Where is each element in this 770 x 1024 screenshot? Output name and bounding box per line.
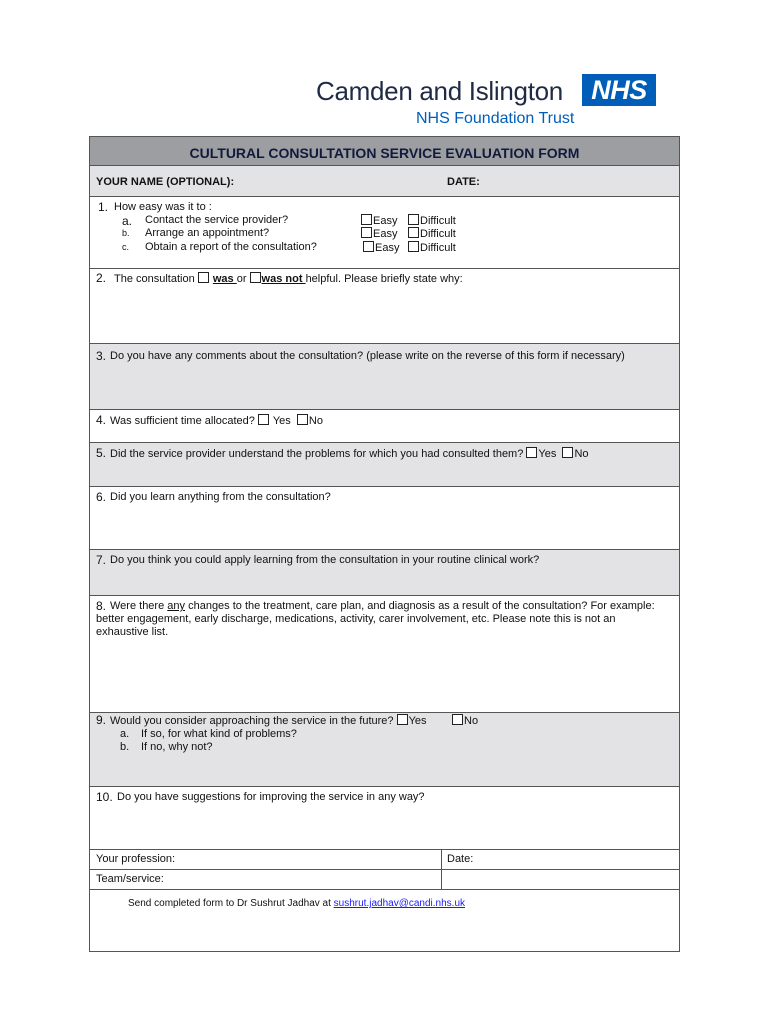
checkbox-icon [408,214,419,225]
q2-row[interactable] [90,269,679,344]
profession-label: Your profession: [96,853,176,865]
date2-field[interactable] [482,851,672,868]
q9a-text: If so, for what kind of problems? [141,728,297,740]
q9a-letter: a. [120,728,130,740]
name-field[interactable] [240,170,430,192]
q6-text: Did you learn anything from the consultation? [110,491,331,503]
checkbox-icon [361,214,372,225]
checkbox-icon [452,714,463,725]
q1b-letter: b. [122,228,130,238]
q2-or-text: or [236,273,247,285]
q1c-letter: c. [122,242,130,252]
q10-row[interactable] [90,787,679,850]
q5-row [90,443,679,487]
q1a-text: Contact the service provider? [145,214,289,226]
q4-text [110,414,323,427]
q6-number: 6. [96,490,107,504]
q9-yes-label: Yes [408,715,427,727]
checkbox-icon[interactable] [397,714,408,725]
q2-was-not-label: was not [261,273,306,285]
profession-row [90,850,679,870]
q3-number: 3. [96,349,107,363]
send-instruction: Send completed form to Dr Sushrut Jadhav at [128,898,334,909]
date2-label: Date: [447,853,474,865]
q2-pre-text: The consultation [114,273,195,285]
evaluation-form [89,136,680,952]
q8-any-text: any [167,600,186,612]
divider [441,850,442,869]
checkbox-icon[interactable] [250,272,261,283]
checkbox-icon [408,227,419,238]
checkbox-icon[interactable] [526,447,537,458]
org-name: Camden and Islington [316,76,563,106]
send-text [128,898,465,909]
name-date-row [90,166,679,197]
q1c-text: Obtain a report of the consultation? [145,241,317,253]
q3-text: Do you have any comments about the consultation? (please write on the reverse of this form if necessary) [110,350,625,362]
q9-number: 9. [96,713,107,727]
trust-name: NHS Foundation Trust [416,110,575,127]
name-label: YOUR NAME (OPTIONAL): [96,176,235,188]
q1b-text: Arrange an appointment? [145,227,270,239]
date-field[interactable] [490,170,670,192]
q1a-difficult-label: Difficult [420,215,456,227]
team-label: Team/service: [96,873,164,885]
q4-no-label: No [308,415,323,427]
checkbox-icon[interactable] [258,414,269,425]
q4-number: 4. [96,413,107,427]
checkbox-icon [361,227,372,238]
q8-line2: better engagement, early discharge, medications, activity, carer involvement, etc. Please note this is not an [96,613,616,625]
q1b-difficult-label: Difficult [420,228,456,240]
q1-row [90,197,679,269]
q5-question: Did the service provider understand the problems for which you had consulted them? [110,448,524,460]
q1a-difficult-option[interactable] [408,214,456,227]
checkbox-icon [408,241,419,252]
nhs-badge: NHS [582,74,656,106]
q8-row[interactable] [90,596,679,713]
q9-text [110,714,427,727]
q1a-easy-label: Easy [373,215,398,227]
q9-row[interactable] [90,713,679,787]
q7-row[interactable] [90,550,679,596]
q8-line1-rest: changes to the treatment, care plan, and diagnosis as a result of the consultation? For example: [185,600,655,612]
q8-pre-text: Were there [110,600,168,612]
q6-row[interactable] [90,487,679,550]
q8-line3: exhaustive list. [96,626,169,638]
q8-number: 8. [96,599,107,613]
q2-post-text: helpful. Please briefly state why: [305,273,463,285]
q1c-difficult-label: Difficult [420,242,456,254]
q2-text [114,272,463,285]
q1b-easy-option[interactable] [361,227,397,240]
q5-no-label: No [574,448,589,460]
email-link[interactable]: sushrut.jadhav@candi.nhs.uk [333,898,466,909]
checkbox-icon [363,241,374,252]
q9b-text: If no, why not? [141,741,213,753]
q3-row[interactable] [90,344,679,410]
profession-field[interactable] [190,851,435,868]
q9-question: Would you consider approaching the service in the future? [110,715,394,727]
date-label: DATE: [447,176,480,188]
checkbox-icon[interactable] [297,414,308,425]
q8-line1 [110,600,655,612]
q1-number: 1. [98,200,109,214]
team-field[interactable] [180,871,435,888]
q10-number: 10. [96,790,113,804]
q1b-easy-label: Easy [373,228,398,240]
q9-no-option[interactable] [452,714,478,727]
q1c-difficult-option[interactable] [408,241,456,254]
q1-text: How easy was it to : [114,201,212,213]
q5-yes-label: Yes [538,448,557,460]
q1c-easy-label: Easy [375,242,400,254]
q7-text: Do you think you could apply learning from the consultation in your routine clinical work? [110,554,540,566]
checkbox-icon[interactable] [198,272,209,283]
q1a-letter: a. [122,214,133,228]
checkbox-icon[interactable] [562,447,573,458]
q1a-easy-option[interactable] [361,214,397,227]
q1c-easy-option[interactable] [363,241,399,254]
form-title: CULTURAL CONSULTATION SERVICE EVALUATION FORM [189,145,580,161]
nhs-logo [316,70,661,130]
q9-no-label: No [464,715,479,727]
q1b-difficult-option[interactable] [408,227,456,240]
q5-number: 5. [96,446,107,460]
q4-yes-label: Yes [272,415,291,427]
send-row [90,890,679,951]
q9b-letter: b. [120,741,130,753]
q4-row [90,410,679,443]
divider [441,870,442,889]
q2-number: 2. [96,271,107,285]
q10-text: Do you have suggestions for improving the service in any way? [117,791,425,803]
form-title-row [90,137,679,166]
q4-question: Was sufficient time allocated? [110,415,255,427]
q2-was-label: was [212,273,237,285]
team-row [90,870,679,890]
q5-text [110,447,589,460]
q7-number: 7. [96,553,107,567]
